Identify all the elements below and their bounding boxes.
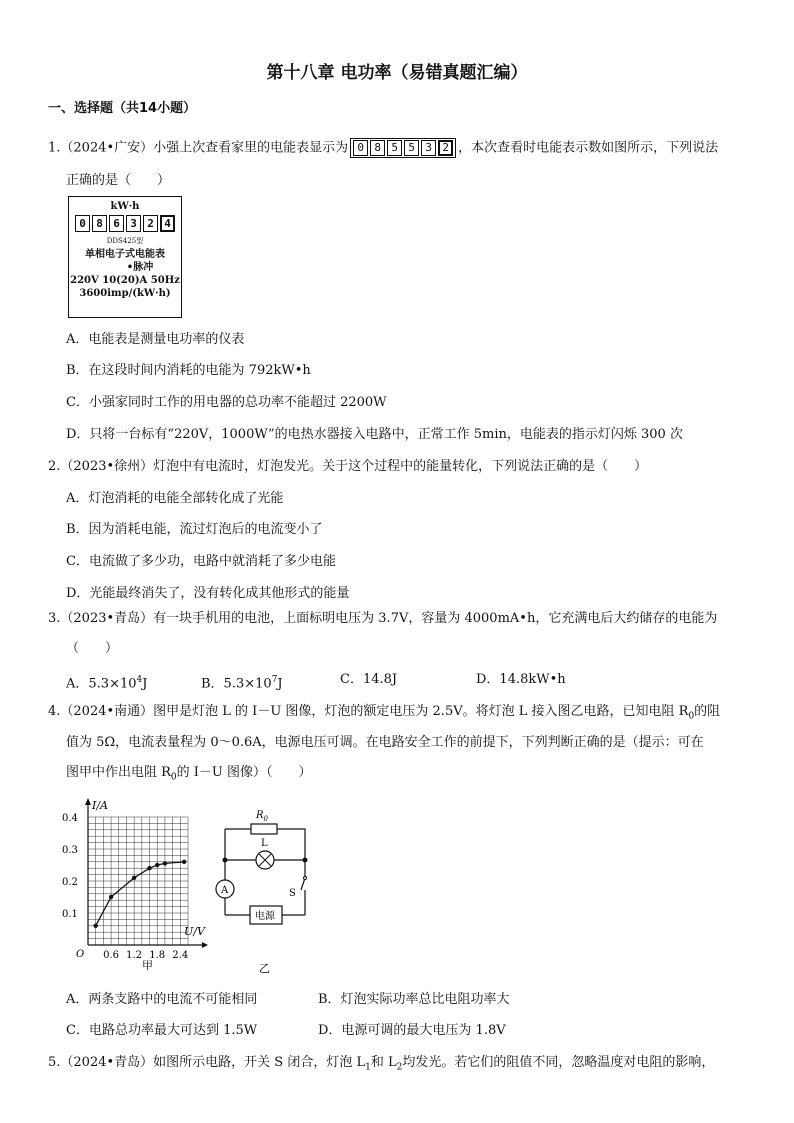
subscript: 2: [396, 1062, 403, 1073]
q4-option-d: D．电源可调的最大电压为 1.8V: [318, 1023, 506, 1038]
q4-line1-end: 的阻: [694, 704, 721, 719]
q2-option-c: C．电流做了多少功，电路中就消耗了多少电能: [66, 554, 336, 569]
subscript: 0: [170, 772, 177, 783]
q2-option-b: B．因为消耗电能，流过灯泡后的电流变小了: [66, 522, 323, 537]
q4-line3: [66, 763, 312, 788]
q4-option-b: B．灯泡实际功率总比电阻功率大: [318, 992, 510, 1007]
q4-option-c: C．电路总功率最大可达到 1.5W: [66, 1023, 258, 1038]
circuit-diagram: [205, 800, 325, 980]
fig1-caption: 甲: [142, 959, 153, 972]
chart-grid: [88, 817, 188, 945]
option-text: B．5.3×10: [201, 676, 272, 692]
y-axis-label: I/A: [92, 799, 108, 812]
lamp-label: L: [261, 838, 268, 849]
q3-stem: 3.（2023•青岛）有一块手机用的电池，上面标明电压为 3.7V，容量为 4000mA•h，它充满电后大约储存的电能为: [48, 611, 718, 626]
y-axis-arrow: [85, 798, 91, 805]
energy-meter-figure: [68, 196, 182, 318]
digit: 3: [126, 215, 141, 232]
q1-stem-line2: 正确的是（ ）: [66, 173, 171, 188]
section-heading: 一、选择题（共14小题）: [48, 101, 197, 116]
option-text: A．5.3×10: [66, 676, 137, 692]
q3-option-d: D．14.8kW•h: [476, 672, 566, 687]
digit: 5: [404, 140, 419, 156]
subscript: 0: [688, 711, 695, 722]
junction-left: [223, 858, 228, 863]
iu-chart: [60, 795, 210, 975]
meter-unit: kW·h: [110, 201, 140, 212]
digit: 8: [370, 140, 385, 156]
q2-stem: 2.（2023•徐州）灯泡中有电流时，灯泡发光。关于这个过程中的能量转化，下列说法正确的是（ ）: [48, 459, 648, 474]
digit-decimal: 4: [160, 215, 175, 232]
data-point: [109, 895, 113, 899]
resistor-r0: [251, 824, 277, 834]
meter-constant: 3600imp/(kW·h): [79, 288, 171, 299]
page-title: 第十八章 电功率（易错真题汇编）: [266, 63, 528, 83]
q3-option-b: [201, 670, 283, 694]
y-tick-label: 0.1: [62, 909, 78, 920]
data-point: [182, 860, 186, 864]
q1-option-c: C．小强家同时工作的用电器的总功率不能超过 2200W: [66, 395, 387, 410]
x-tick-label: 0.6: [103, 950, 119, 961]
q2-option-a: A．灯泡消耗的电能全部转化成了光能: [66, 491, 284, 506]
exponent: 7: [271, 675, 278, 685]
q4-line1: [48, 702, 720, 727]
meter-name: 单相电子式电能表: [85, 249, 165, 260]
digit: 6: [109, 215, 124, 232]
q2-option-d: D．光能最终消失了，没有转化成其他形式的能量: [66, 586, 350, 601]
meter-pulse: •脉冲: [126, 262, 154, 273]
q5-stem-mid: 和 L: [370, 1055, 397, 1070]
unit: J: [142, 676, 148, 692]
ammeter-label: A: [221, 885, 229, 896]
data-point: [132, 876, 136, 880]
digit: 5: [387, 140, 402, 156]
x-tick-label: 2.4: [172, 950, 189, 961]
resistor-subscript: 0: [263, 815, 268, 823]
digit-decimal: 2: [438, 140, 453, 156]
junction-right: [303, 858, 308, 863]
prev-meter-reading: [350, 138, 456, 158]
resistor-letter: R: [256, 810, 264, 821]
q5-stem-post: 均发光。若它们的阻值不同，忽略温度对电阻的影响，: [402, 1055, 715, 1070]
q1-option-b: B．在这段时间内消耗的电能为 792kW•h: [66, 363, 311, 378]
q1-option-d: D．只将一台标有“220V，1000W”的电热水器接入电路中，正常工作 5min，电能表的指示灯闪烁 300 次: [66, 427, 683, 442]
q4-line2: 值为 5Ω，电流表量程为 0～0.6A，电源电压可调。在电路安全工作的前提下，下列判断正确的是（提示：可在: [66, 735, 704, 750]
q1-stem-pre: 1.（2024•广安）小强上次查看家里的电能表显示为: [48, 140, 349, 156]
x-axis-label: U/V: [184, 925, 205, 938]
power-source-label: 电源: [255, 911, 275, 922]
unit: J: [277, 676, 283, 692]
q4-line3-pre: 图甲中作出电阻 R: [66, 765, 171, 780]
origin-label: O: [76, 949, 85, 960]
y-tick-label: 0.3: [62, 845, 78, 856]
y-tick-label: 0.4: [62, 813, 78, 824]
digit: 3: [421, 140, 436, 156]
resistor-label: [255, 810, 269, 823]
fig2-caption: 乙: [259, 962, 270, 975]
wire-top-right: [277, 829, 305, 860]
meter-rating: 220V 10(20)A 50Hz: [70, 275, 180, 286]
switch-contact: [304, 877, 307, 880]
meter-digits: [69, 215, 181, 232]
q4-line1-text: 4.（2024•南通）图甲是灯泡 L 的 I－U 图像，灯泡的额定电压为 2.5V。将灯泡 L 接入图乙电路，已知电阻 R: [48, 704, 689, 719]
digit: 0: [353, 140, 368, 156]
meter-model: DDS425型: [106, 237, 144, 245]
digit: 8: [92, 215, 107, 232]
data-point: [163, 861, 167, 865]
q5-stem: [48, 1053, 714, 1078]
q1-option-a: A．电能表是测量电功率的仪表: [66, 332, 245, 347]
q1-stem-post: ，本次查看时电能表示数如图所示，下列说法: [458, 140, 719, 156]
switch-label: S: [289, 888, 296, 899]
q5-stem-pre: 5.（2024•青岛）如图所示电路，开关 S 闭合，灯泡 L: [48, 1055, 366, 1070]
x-tick-label: 1.2: [126, 950, 143, 961]
exponent: 4: [136, 675, 143, 685]
q4-line3-post: 的 I－U 图像）（ ）: [176, 765, 312, 780]
q3-stem-line2: （ ）: [66, 641, 119, 656]
q3-option-c: C．14.8J: [340, 672, 398, 687]
data-point: [147, 866, 151, 870]
q4-option-a: A．两条支路中的电流不可能相同: [66, 992, 258, 1007]
digit: 2: [143, 215, 158, 232]
digit: 0: [75, 215, 90, 232]
y-tick-label: 0.2: [62, 877, 78, 888]
subscript: 1: [365, 1062, 371, 1073]
x-tick-label: 1.8: [149, 950, 166, 961]
q3-option-a: [66, 670, 147, 694]
q1-stem: [48, 138, 718, 159]
data-point: [93, 924, 97, 928]
data-point: [155, 863, 159, 867]
